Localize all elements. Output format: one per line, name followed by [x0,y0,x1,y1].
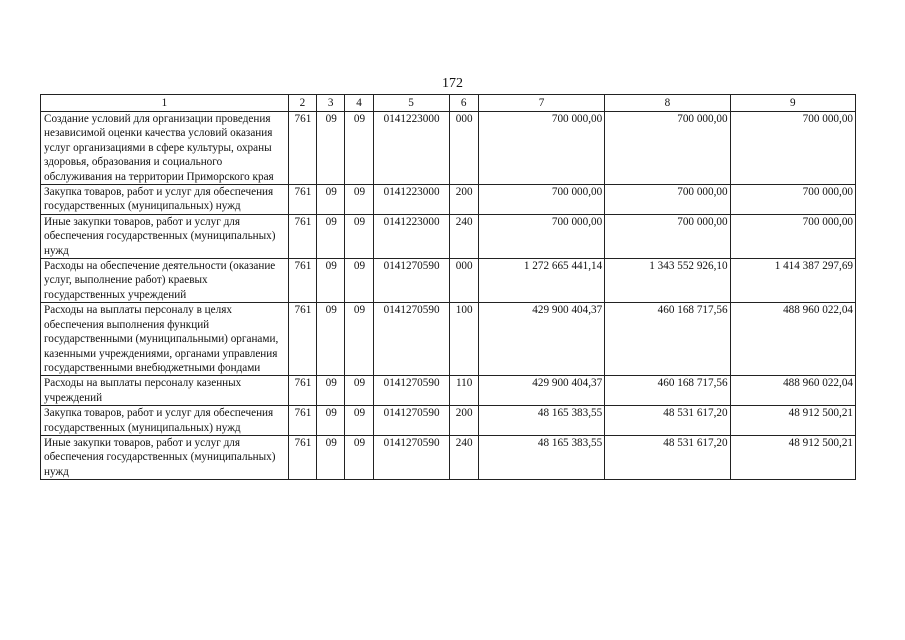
section-code: 09 [317,376,345,406]
table-row [41,112,856,185]
expense-name: Закупка товаров, работ и услуг для обеспечения государственных (муниципальных) нужд [41,406,289,436]
page-number: 172 [442,76,463,91]
section-code: 09 [317,406,345,436]
amount-col9: 48 912 500,21 [730,435,855,479]
amount-col9: 488 960 022,04 [730,376,855,406]
expense-type-code: 000 [449,112,478,185]
amount-col8: 48 531 617,20 [605,406,730,436]
amount-col7: 700 000,00 [478,214,604,258]
amount-col9: 700 000,00 [730,214,855,258]
subsection-code: 09 [345,112,373,185]
amount-col9: 1 414 387 297,69 [730,259,855,303]
table-row [41,435,856,479]
expense-type-code: 240 [449,214,478,258]
subsection-code: 09 [345,303,373,376]
table-row [41,406,856,436]
table-row [41,376,856,406]
ministry-code: 761 [288,214,316,258]
expense-type-code: 100 [449,303,478,376]
column-header: 4 [345,95,373,112]
column-header: 7 [478,95,604,112]
expense-name: Иные закупки товаров, работ и услуг для обеспечения государственных (муниципальных) нужд [41,214,289,258]
target-article-code: 0141223000 [373,214,449,258]
budget-table [40,94,856,480]
amount-col9: 488 960 022,04 [730,303,855,376]
ministry-code: 761 [288,376,316,406]
expense-name: Иные закупки товаров, работ и услуг для обеспечения государственных (муниципальных) нужд [41,435,289,479]
ministry-code: 761 [288,406,316,436]
table-row [41,303,856,376]
target-article-code: 0141223000 [373,185,449,215]
section-code: 09 [317,112,345,185]
target-article-code: 0141270590 [373,376,449,406]
expense-name: Расходы на выплаты персоналу в целях обеспечения выполнения функций государственными (муниципальными) органами, казенными учреждениями, органами управления государственными внебюджетными фондами [41,303,289,376]
subsection-code: 09 [345,376,373,406]
column-header: 9 [730,95,855,112]
table-row [41,214,856,258]
column-header: 1 [41,95,289,112]
target-article-code: 0141270590 [373,435,449,479]
table-row [41,259,856,303]
ministry-code: 761 [288,185,316,215]
section-code: 09 [317,303,345,376]
amount-col9: 48 912 500,21 [730,406,855,436]
ministry-code: 761 [288,259,316,303]
amount-col8: 700 000,00 [605,185,730,215]
expense-name: Создание условий для организации проведения независимой оценки качества условий оказания услуг организациями в сфере культуры, охраны здоровья, образования и социального обслуживания на территории Приморского края [41,112,289,185]
amount-col7: 48 165 383,55 [478,435,604,479]
target-article-code: 0141223000 [373,112,449,185]
subsection-code: 09 [345,406,373,436]
amount-col8: 460 168 717,56 [605,376,730,406]
target-article-code: 0141270590 [373,406,449,436]
amount-col7: 700 000,00 [478,112,604,185]
header-row [41,95,856,112]
column-header: 5 [373,95,449,112]
expense-type-code: 110 [449,376,478,406]
column-header: 6 [449,95,478,112]
amount-col8: 700 000,00 [605,112,730,185]
column-header: 3 [317,95,345,112]
column-header: 2 [288,95,316,112]
column-header: 8 [605,95,730,112]
amount-col8: 48 531 617,20 [605,435,730,479]
amount-col9: 700 000,00 [730,185,855,215]
expense-name: Закупка товаров, работ и услуг для обеспечения государственных (муниципальных) нужд [41,185,289,215]
expense-type-code: 200 [449,406,478,436]
subsection-code: 09 [345,435,373,479]
subsection-code: 09 [345,259,373,303]
target-article-code: 0141270590 [373,303,449,376]
amount-col7: 429 900 404,37 [478,303,604,376]
section-code: 09 [317,185,345,215]
amount-col7: 429 900 404,37 [478,376,604,406]
ministry-code: 761 [288,112,316,185]
section-code: 09 [317,435,345,479]
amount-col8: 460 168 717,56 [605,303,730,376]
amount-col7: 700 000,00 [478,185,604,215]
expense-name: Расходы на выплаты персоналу казенных учреждений [41,376,289,406]
expense-type-code: 240 [449,435,478,479]
ministry-code: 761 [288,303,316,376]
ministry-code: 761 [288,435,316,479]
table-row [41,185,856,215]
target-article-code: 0141270590 [373,259,449,303]
subsection-code: 09 [345,185,373,215]
expense-type-code: 200 [449,185,478,215]
section-code: 09 [317,259,345,303]
amount-col7: 1 272 665 441,14 [478,259,604,303]
section-code: 09 [317,214,345,258]
subsection-code: 09 [345,214,373,258]
amount-col7: 48 165 383,55 [478,406,604,436]
expense-type-code: 000 [449,259,478,303]
expense-name: Расходы на обеспечение деятельности (оказание услуг, выполнение работ) краевых государственных учреждений [41,259,289,303]
amount-col8: 1 343 552 926,10 [605,259,730,303]
amount-col9: 700 000,00 [730,112,855,185]
amount-col8: 700 000,00 [605,214,730,258]
